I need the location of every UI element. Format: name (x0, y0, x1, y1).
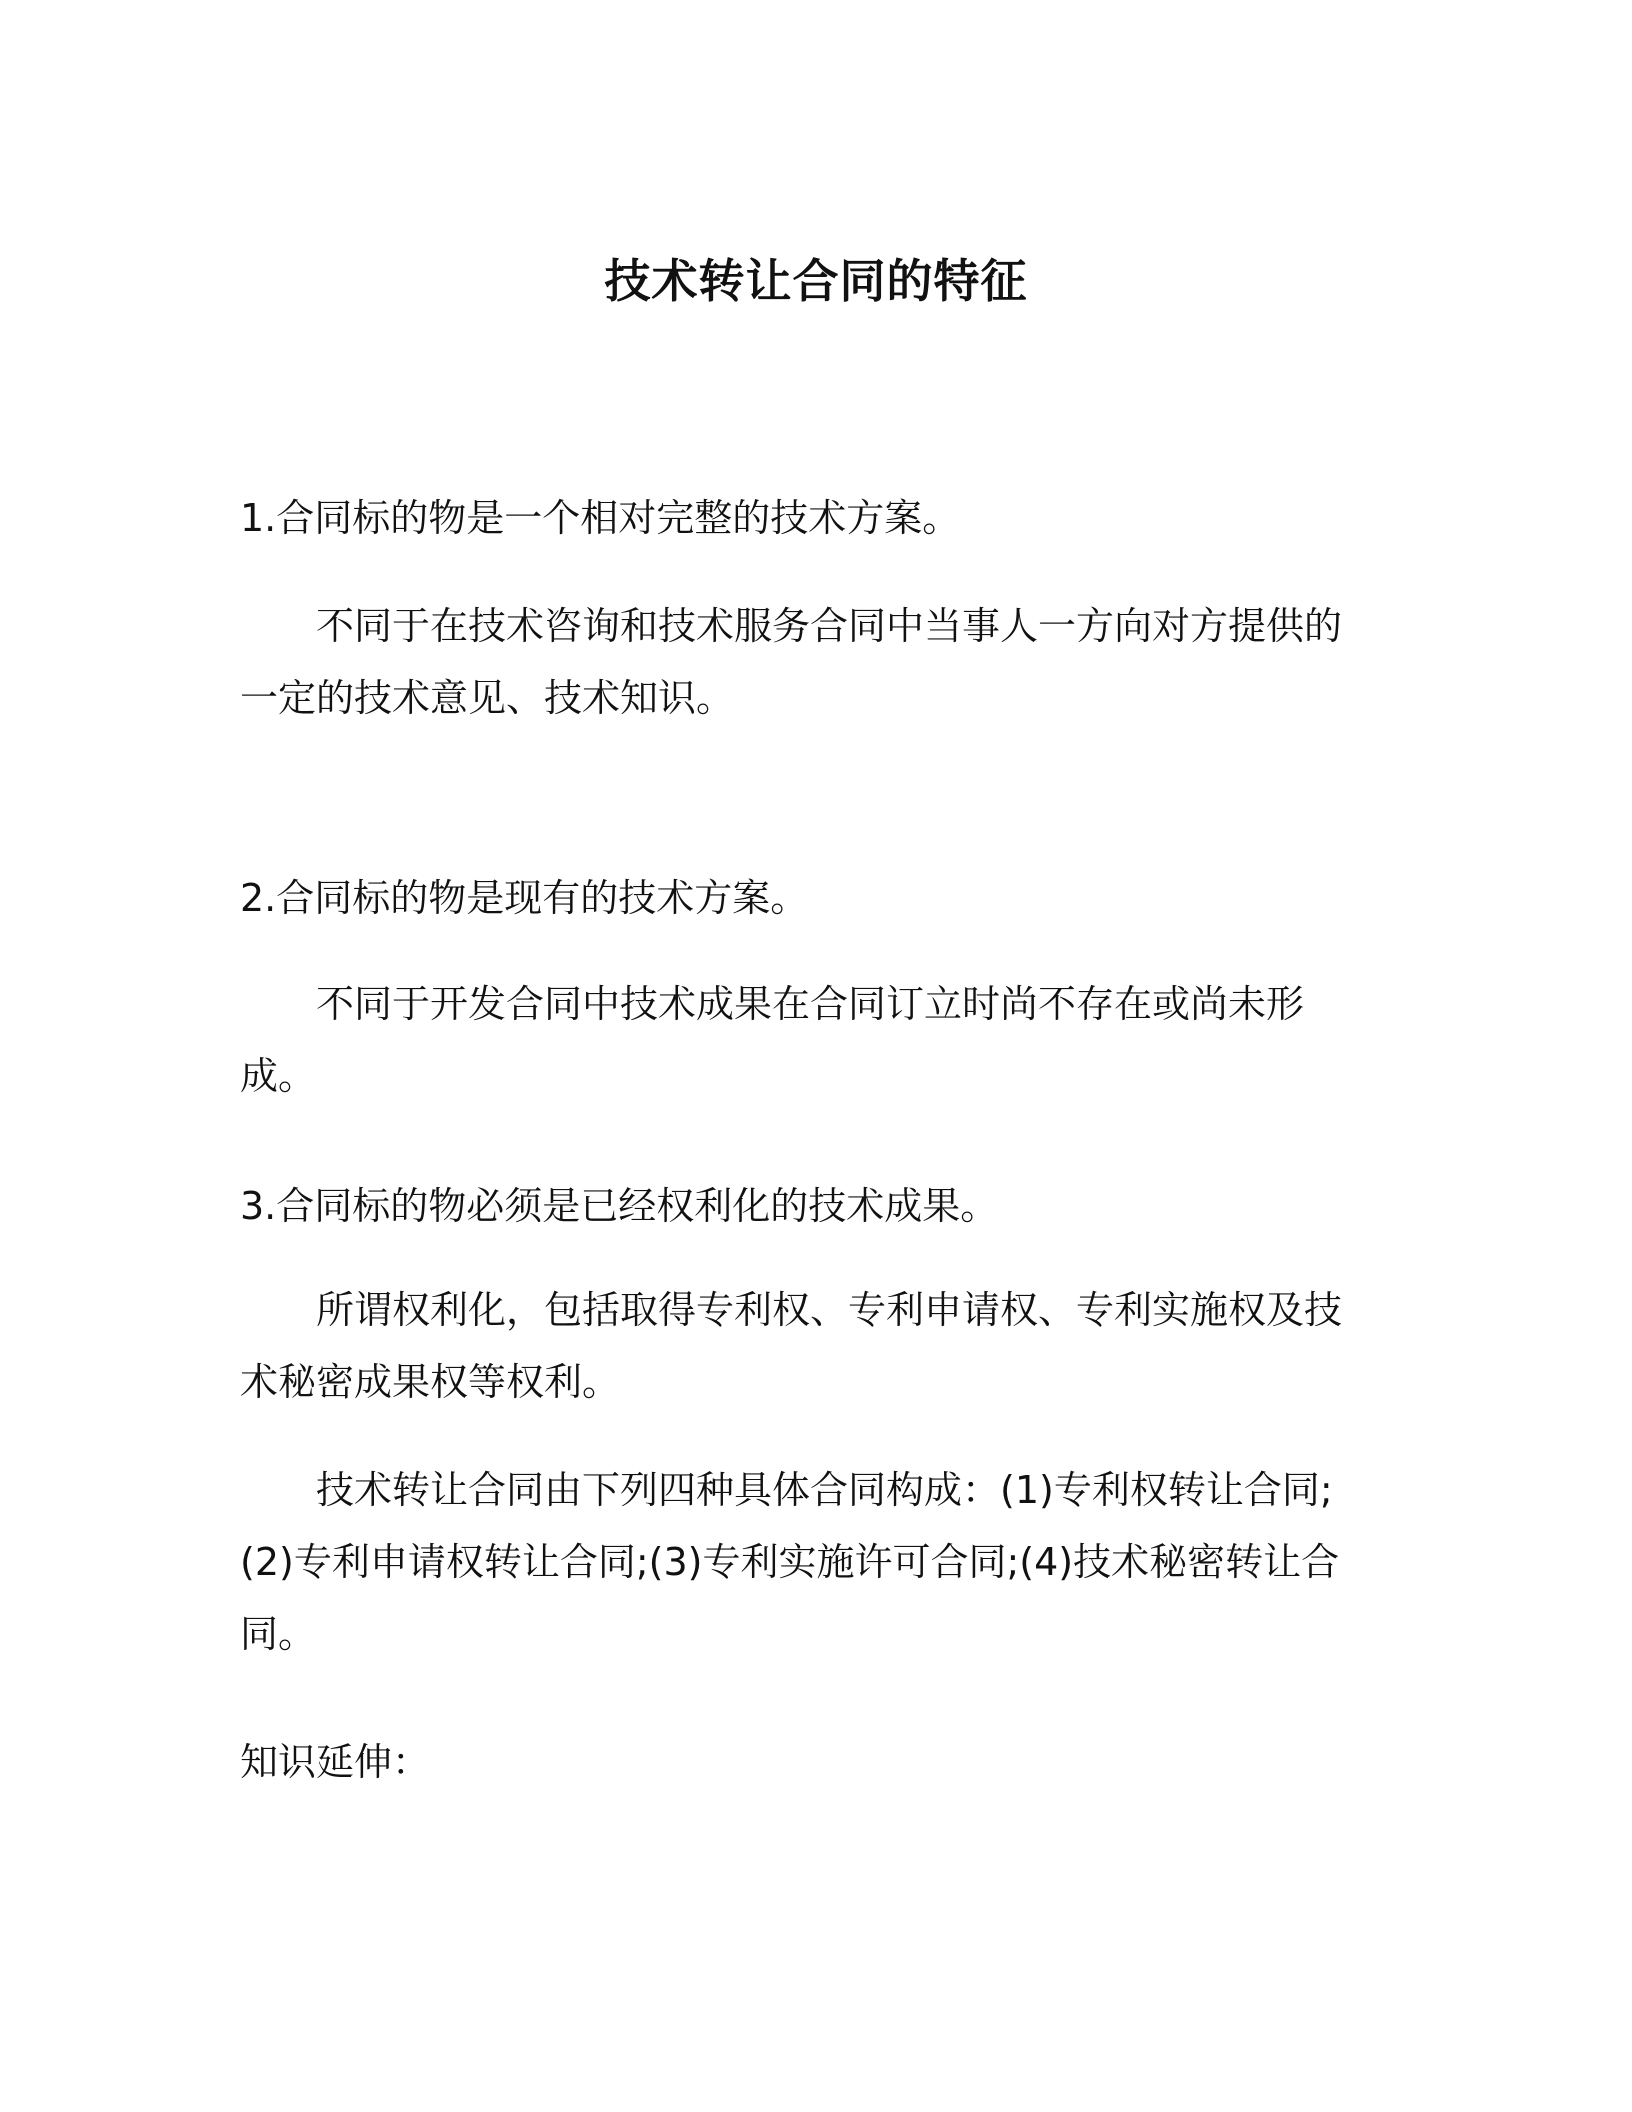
knowledge-extension-label: 知识延伸： (240, 1740, 431, 1784)
section-paragraph: 不同于在技术咨询和技术服务合同中当事人一方向对方提供的一定的技术意见、技术知识。 (240, 604, 1343, 720)
section-heading: 2.合同标的物是现有的技术方案。 (240, 876, 809, 920)
section-heading: 3.合同标的物必须是已经权利化的技术成果。 (240, 1184, 999, 1228)
page-title: 技术转让合同的特征 (604, 253, 1028, 308)
section-paragraph: 所谓权利化，包括取得专利权、专利申请权、专利实施权及技术秘密成果权等权利。 (240, 1288, 1343, 1404)
section-paragraph: 技术转让合同由下列四种具体合同构成：(1)专利权转让合同;(2)专利申请权转让合同;(3)专利实施许可合同;(4)技术秘密转让合同。 (240, 1468, 1340, 1656)
section-heading: 1.合同标的物是一个相对完整的技术方案。 (240, 496, 961, 540)
section-paragraph: 不同于开发合同中技术成果在合同订立时尚不存在或尚未形成。 (240, 982, 1305, 1098)
